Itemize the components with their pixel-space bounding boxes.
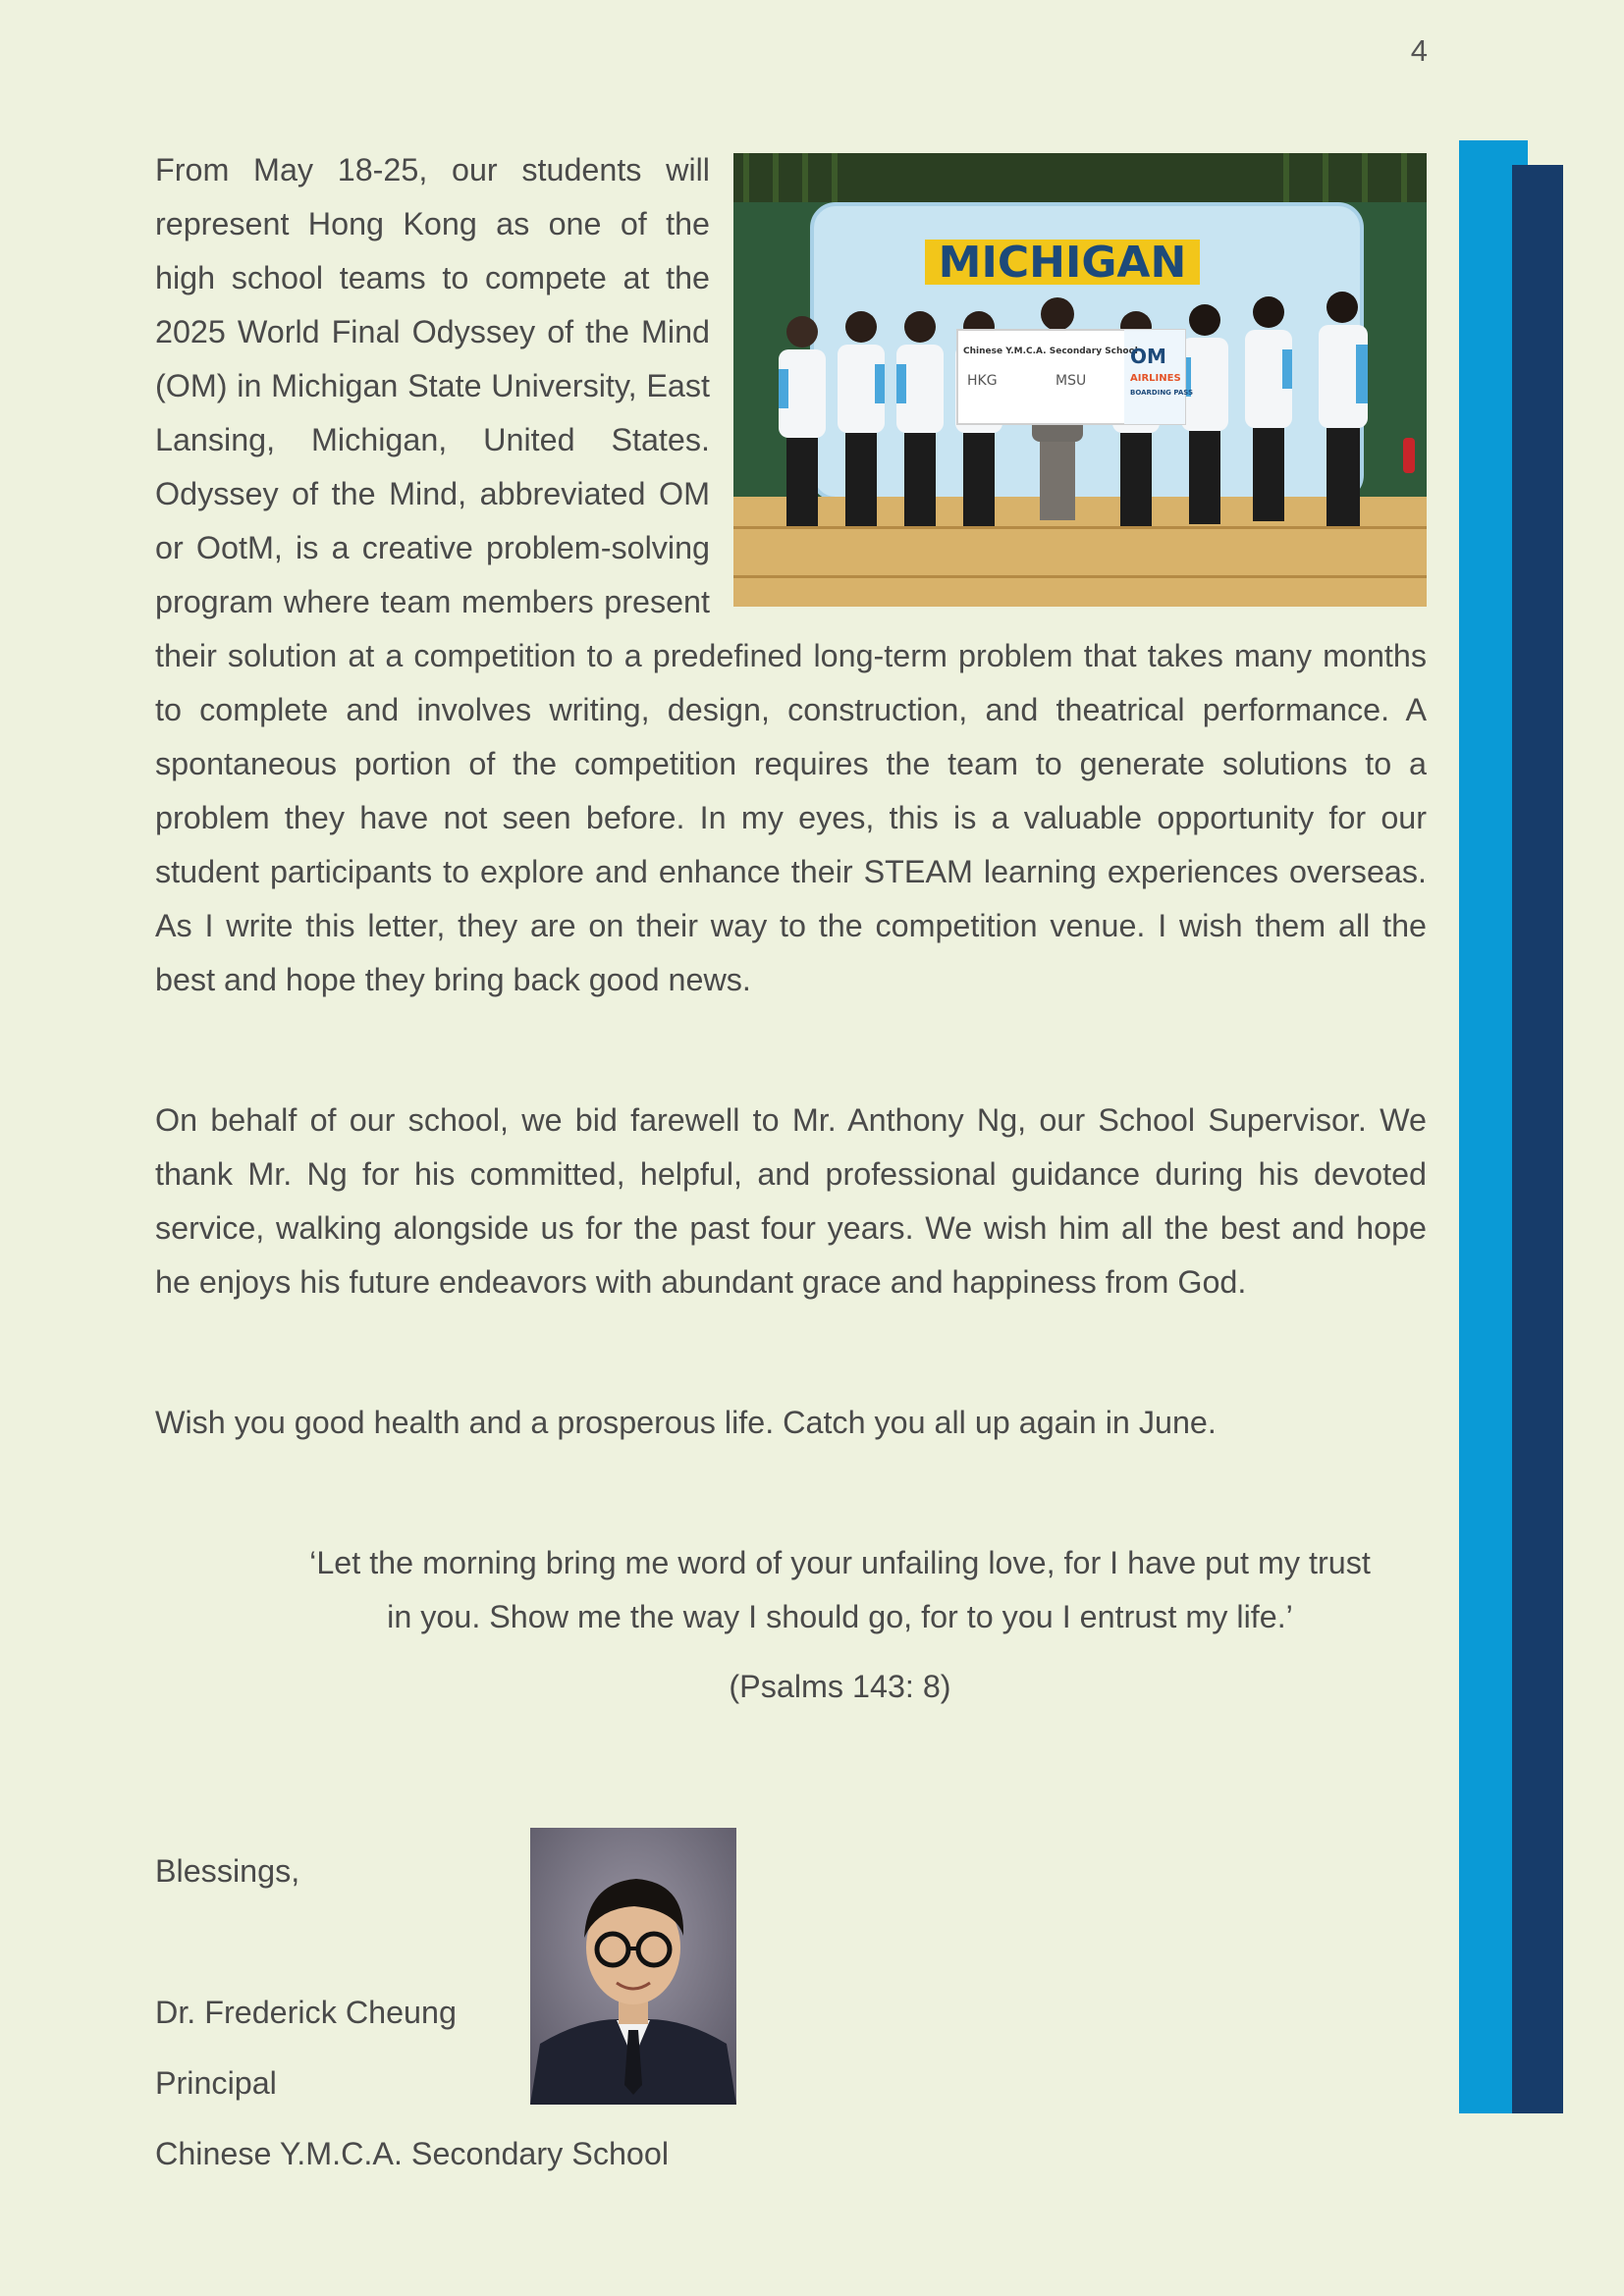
banner-text: MICHIGAN	[938, 238, 1187, 288]
signatory-title: Principal	[155, 2065, 277, 2101]
decorative-stripe-dark	[1512, 165, 1563, 2113]
board-school: Chinese Y.M.C.A. Secondary School	[963, 347, 1138, 356]
quote-line-1: ‘Let the morning bring me word of your unfailing love, for I have put my trust	[309, 1545, 1371, 1580]
paragraph-wishes: Wish you good health and a prosperous life. Catch you all up again in June.	[155, 1405, 1217, 1440]
board-brand2: AIRLINES	[1130, 373, 1181, 384]
board-from: HKG	[967, 373, 998, 389]
paragraph-om-competition: From May 18-25, our students will represent Hong Kong as one of the high school teams to compete at the 2025 World Final Odyssey of the Mind (OM) in Michigan State University, East Lansing, Michigan, United States. Odyssey of the Mind, abbreviated OM or OotM, is a creative problem-solving program where team members present their solution at a competition to a predefined long-term problem that takes many months to complete and involves writing, design, construction, and theatrical performance. A spontaneous portion of the competition requires the team to generate solutions to a problem they have not seen before. In my eyes, this is a valuable opportunity for our student participants to explore and enhance their STEAM learning experiences overseas. As I write this letter, they are on their way to the competition venue. I wish them all the best and hope they bring back good news.	[155, 152, 1427, 997]
board-brand: OM	[1130, 345, 1166, 368]
principal-portrait	[530, 1828, 736, 2105]
quote-citation: (Psalms 143: 8)	[729, 1669, 951, 1704]
signatory-school: Chinese Y.M.C.A. Secondary School	[155, 2136, 670, 2171]
scripture-quote	[253, 1536, 1427, 1644]
salutation: Blessings,	[155, 1853, 300, 1889]
board-pass: BOARDING PASS	[1130, 389, 1194, 397]
team-photo	[733, 153, 1427, 607]
letter-body	[155, 143, 1427, 1714]
board-to: MSU	[1056, 373, 1087, 389]
page-number: 4	[1410, 33, 1428, 68]
paragraph-farewell: On behalf of our school, we bid farewell to Mr. Anthony Ng, our School Supervisor. We thank Mr. Ng for his committed, helpful, and professional guidance during his devoted service, walking alongside us for the past four years. We wish him all the best and hope he enjoys his future endeavors with abundant grace and happiness from God.	[155, 1102, 1427, 1300]
quote-line-2: in you. Show me the way I should go, for to you I entrust my life.’	[387, 1599, 1293, 1634]
signatory-name: Dr. Frederick Cheung	[155, 1995, 457, 2030]
